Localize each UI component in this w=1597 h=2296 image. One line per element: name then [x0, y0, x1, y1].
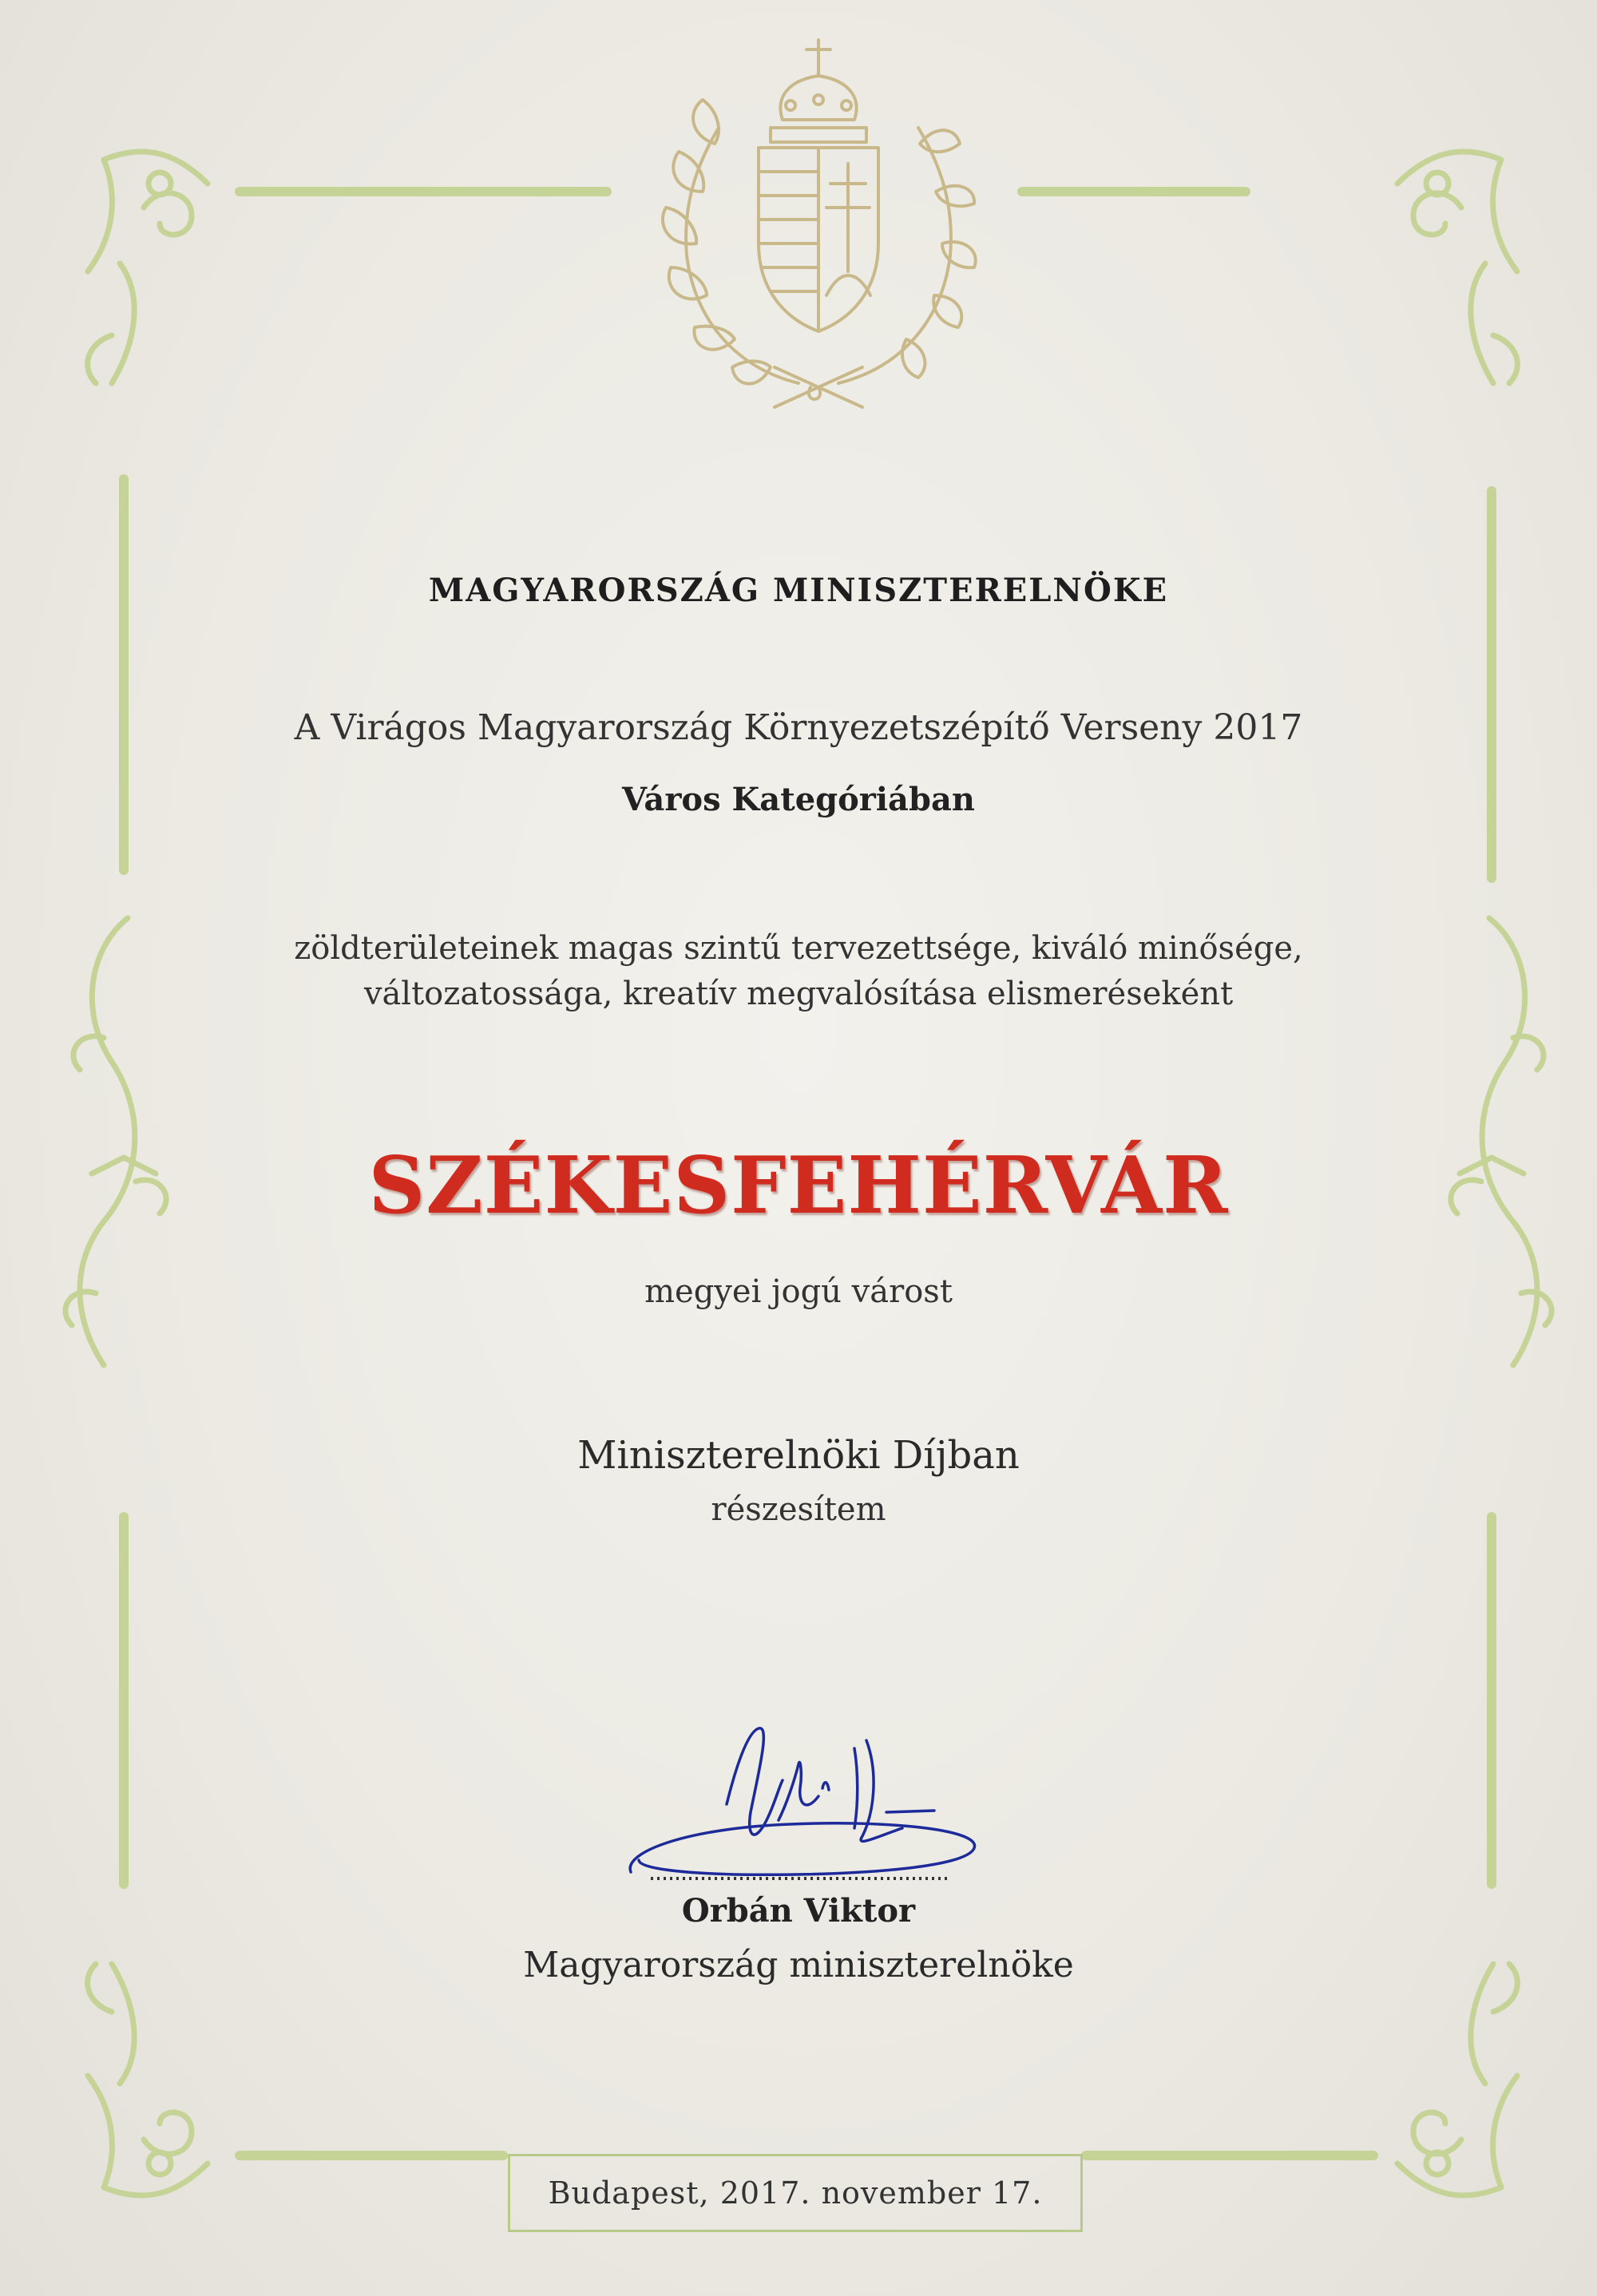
signer-name: Orbán Viktor [681, 1892, 916, 1930]
grant-verb: részesítem [711, 1491, 886, 1528]
city-type: megyei jogú várost [644, 1273, 953, 1310]
signer-title: Magyarország miniszterelnöke [523, 1945, 1074, 1985]
reason-line-2: változatossága, kreatív megvalósítása elismeréseként [363, 976, 1234, 1012]
reason-line-1: zöldterületeinek magas szintű tervezettsége, kiváló minősége, [294, 930, 1303, 967]
issuer-heading: MAGYARORSZÁG MINISZTERELNÖKE [428, 572, 1169, 609]
awardee-city: SZÉKESFEHÉRVÁR [368, 1140, 1229, 1232]
coat-of-arms-icon [639, 32, 998, 423]
place-date-box [508, 2154, 1083, 2232]
award-name: Miniszterelnöki Díjban [577, 1433, 1020, 1478]
category-label: Város Kategóriában [622, 781, 975, 818]
signature [615, 1716, 998, 1884]
contest-name: A Virágos Magyarország Környezetszépítő Verseny 2017 [294, 707, 1303, 748]
place-date: Budapest, 2017. november 17. [548, 2175, 1043, 2211]
